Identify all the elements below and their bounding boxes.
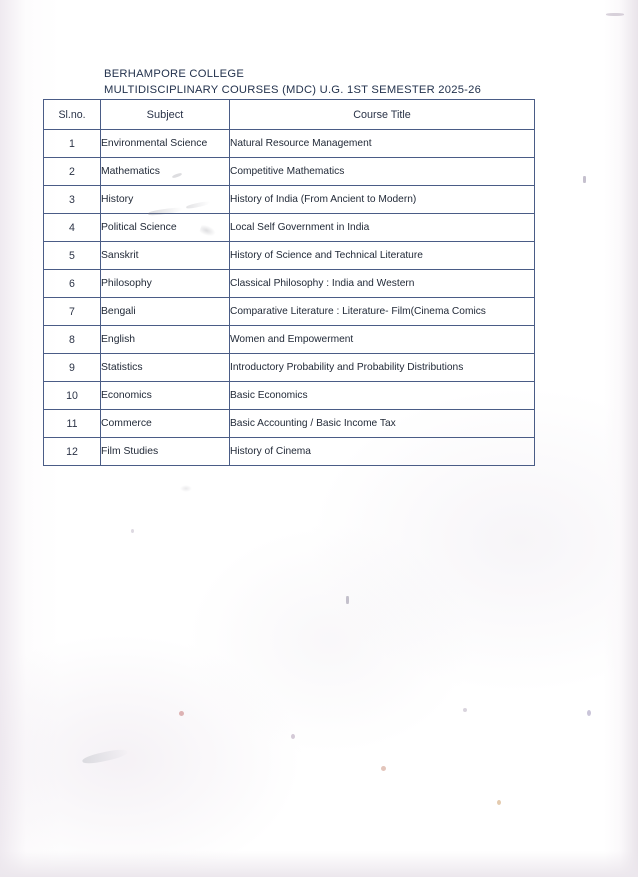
table-row bbox=[44, 354, 535, 382]
cell-course-title: History of Cinema bbox=[230, 438, 535, 466]
cell-subject: Commerce bbox=[101, 410, 230, 438]
cell-slno: 11 bbox=[44, 410, 101, 438]
cell-course-title: Competitive Mathematics bbox=[230, 158, 535, 186]
cell-slno: 4 bbox=[44, 214, 101, 242]
scan-speck bbox=[346, 596, 349, 604]
table-row bbox=[44, 298, 535, 326]
table-row bbox=[44, 410, 535, 438]
cell-subject: History bbox=[101, 186, 230, 214]
cell-slno: 8 bbox=[44, 326, 101, 354]
scan-speck bbox=[497, 800, 501, 805]
cell-course-title: History of Science and Technical Literature bbox=[230, 242, 535, 270]
document-heading bbox=[104, 66, 481, 98]
cell-course-title: Local Self Government in India bbox=[230, 214, 535, 242]
cell-subject: Mathematics bbox=[101, 158, 230, 186]
cell-slno: 1 bbox=[44, 130, 101, 158]
cell-slno: 5 bbox=[44, 242, 101, 270]
table-row bbox=[44, 186, 535, 214]
institution-name: BERHAMPORE COLLEGE bbox=[104, 68, 245, 80]
scan-smudge bbox=[180, 485, 192, 492]
table-row bbox=[44, 242, 535, 270]
cell-subject: Environmental Science bbox=[101, 130, 230, 158]
document-subtitle: MULTIDISCIPLINARY COURSES (MDC) U.G. 1ST SEMESTER 2025-26 bbox=[104, 84, 482, 96]
cell-course-title: Natural Resource Management bbox=[230, 130, 535, 158]
cell-subject: Statistics bbox=[101, 354, 230, 382]
cell-subject: Political Science bbox=[101, 214, 230, 242]
cell-slno: 2 bbox=[44, 158, 101, 186]
cell-subject: English bbox=[101, 326, 230, 354]
table-row bbox=[44, 214, 535, 242]
cell-course-title: Classical Philosophy : India and Western bbox=[230, 270, 535, 298]
cell-subject: Bengali bbox=[101, 298, 230, 326]
scan-speck bbox=[291, 734, 295, 739]
cell-subject: Film Studies bbox=[101, 438, 230, 466]
table-row bbox=[44, 326, 535, 354]
cell-course-title: Basic Economics bbox=[230, 382, 535, 410]
cell-slno: 9 bbox=[44, 354, 101, 382]
scan-speck bbox=[606, 13, 624, 16]
column-header-course-title: Course Title bbox=[230, 100, 535, 130]
column-header-slno: Sl.no. bbox=[44, 100, 101, 130]
cell-slno: 7 bbox=[44, 298, 101, 326]
cell-slno: 10 bbox=[44, 382, 101, 410]
table-header-row bbox=[44, 100, 535, 130]
scan-speck bbox=[583, 176, 586, 183]
cell-subject: Sanskrit bbox=[101, 242, 230, 270]
cell-course-title: Women and Empowerment bbox=[230, 326, 535, 354]
mdc-course-table bbox=[43, 99, 535, 466]
table-row bbox=[44, 382, 535, 410]
table-row bbox=[44, 270, 535, 298]
cell-subject: Philosophy bbox=[101, 270, 230, 298]
cell-slno: 6 bbox=[44, 270, 101, 298]
table-row bbox=[44, 438, 535, 466]
cell-course-title: History of India (From Ancient to Modern) bbox=[230, 186, 535, 214]
column-header-subject: Subject bbox=[101, 100, 230, 130]
cell-course-title: Introductory Probability and Probability Distributions bbox=[230, 354, 535, 382]
scan-speck bbox=[179, 711, 184, 716]
scan-speck bbox=[131, 529, 134, 533]
scan-speck bbox=[463, 708, 467, 712]
scan-smudge bbox=[82, 747, 129, 765]
cell-subject: Economics bbox=[101, 382, 230, 410]
scan-speck bbox=[381, 766, 386, 771]
scan-speck bbox=[587, 710, 591, 716]
table-row bbox=[44, 158, 535, 186]
cell-course-title: Basic Accounting / Basic Income Tax bbox=[230, 410, 535, 438]
cell-course-title: Comparative Literature : Literature- Film(Cinema Comics bbox=[230, 298, 535, 326]
cell-slno: 12 bbox=[44, 438, 101, 466]
table-row bbox=[44, 130, 535, 158]
cell-slno: 3 bbox=[44, 186, 101, 214]
